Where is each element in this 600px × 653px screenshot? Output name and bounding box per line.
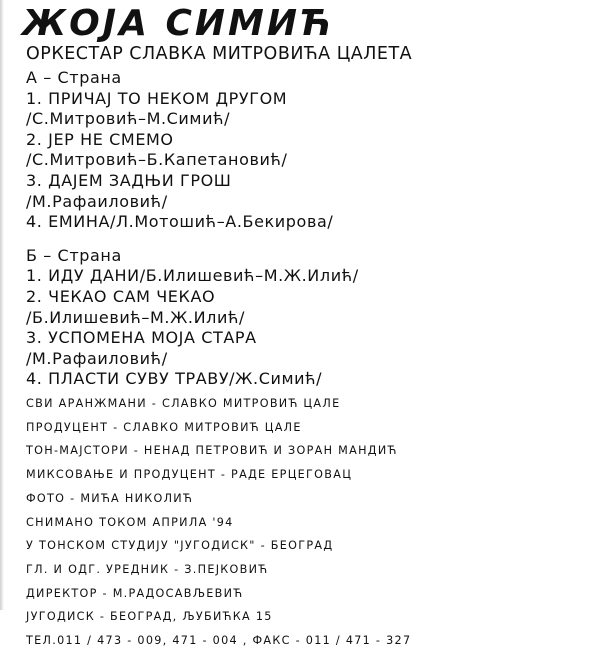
side-a-line: /С.Митровић–М.Симић/ [26,109,231,129]
side-a-line: /С.Митровић–Б.Капетановић/ [26,150,288,170]
side-b-heading: Б – Страна [26,245,122,265]
orchestra-subtitle: ОРКЕСТАР СЛАВКА МИТРОВИЋА ЦАЛЕТА [26,44,413,64]
side-a-heading: А – Страна [26,68,122,87]
credit-line: ГЛ. И ОДГ. УРЕДНИК - З.ПЕЈКОВИЋ [26,562,269,576]
credit-line: ЈУГОДИСК - БЕОГРАД, ЉУБИЋКА 15 [26,610,273,624]
tracklist [26,68,586,390]
side-a-line: 3. ДАЈЕМ ЗАДЊИ ГРОШ [26,170,232,190]
side-b-line: 3. УСПОМЕНА МОЈА СТАРА [26,328,257,348]
credit-line: ТЕЛ.011 / 473 - 009, 471 - 004 , ФАКС - 011 / 471 - 327 [26,634,412,648]
side-b-line: 4. ПЛАСТИ СУВУ ТРАВУ/Ж.Симић/ [26,369,323,389]
credit-line: СВИ АРАНЖМАНИ - СЛАВКО МИТРОВИЋ ЦАЛЕ [26,397,341,410]
side-b-line: /Б.Илишевић–М.Ж.Илић/ [26,307,246,327]
credit-line: ТОН-МАЈСТОРИ - НЕНАД ПЕТРОВИЋ И ЗОРАН МАНДИЋ [26,444,398,458]
artist-title: ЖОЈА СИМИЋ [22,3,335,44]
side-b-line: 1. ИДУ ДАНИ/Б.Илишевић–М.Ж.Илић/ [26,266,359,286]
side-b-line: /М.Рафаиловић/ [26,348,168,368]
credit-line: МИКСОВАЊЕ И ПРОДУЦЕНТ - РАДЕ ЕРЦЕГОВАЦ [26,468,353,482]
side-a-line: 2. ЈЕР НЕ СМЕМО [26,129,174,149]
credit-line: ДИРЕКТОР - М.РАДОСАВЉЕВИЋ [26,586,244,600]
credit-line: У ТОНСКОМ СТУДИЈУ "ЈУГОДИСК" - БЕОГРАД [26,539,334,553]
side-a-line: /М.Рафаиловић/ [26,191,168,211]
side-spacer [26,233,586,246]
credit-line: ФОТО - МИЋА НИКОЛИЋ [26,491,194,505]
credit-line: СНИМАНО ТОКОМ АПРИЛА '94 [26,515,234,529]
side-b-line: 2. ЧЕКАО САМ ЧЕКАО [26,286,216,306]
scan-edge-shadow [0,0,4,610]
credit-line: ПРОДУЦЕНТ - СЛАВКО МИТРОВИЋ ЦАЛЕ [26,420,302,434]
side-a-line: 4. ЕМИНА/Л.Мотошић–А.Бекирова/ [26,212,334,232]
credits-block [26,392,596,653]
side-a-line: 1. ПРИЧАЈ ТО НЕКОМ ДРУГОМ [26,88,288,108]
